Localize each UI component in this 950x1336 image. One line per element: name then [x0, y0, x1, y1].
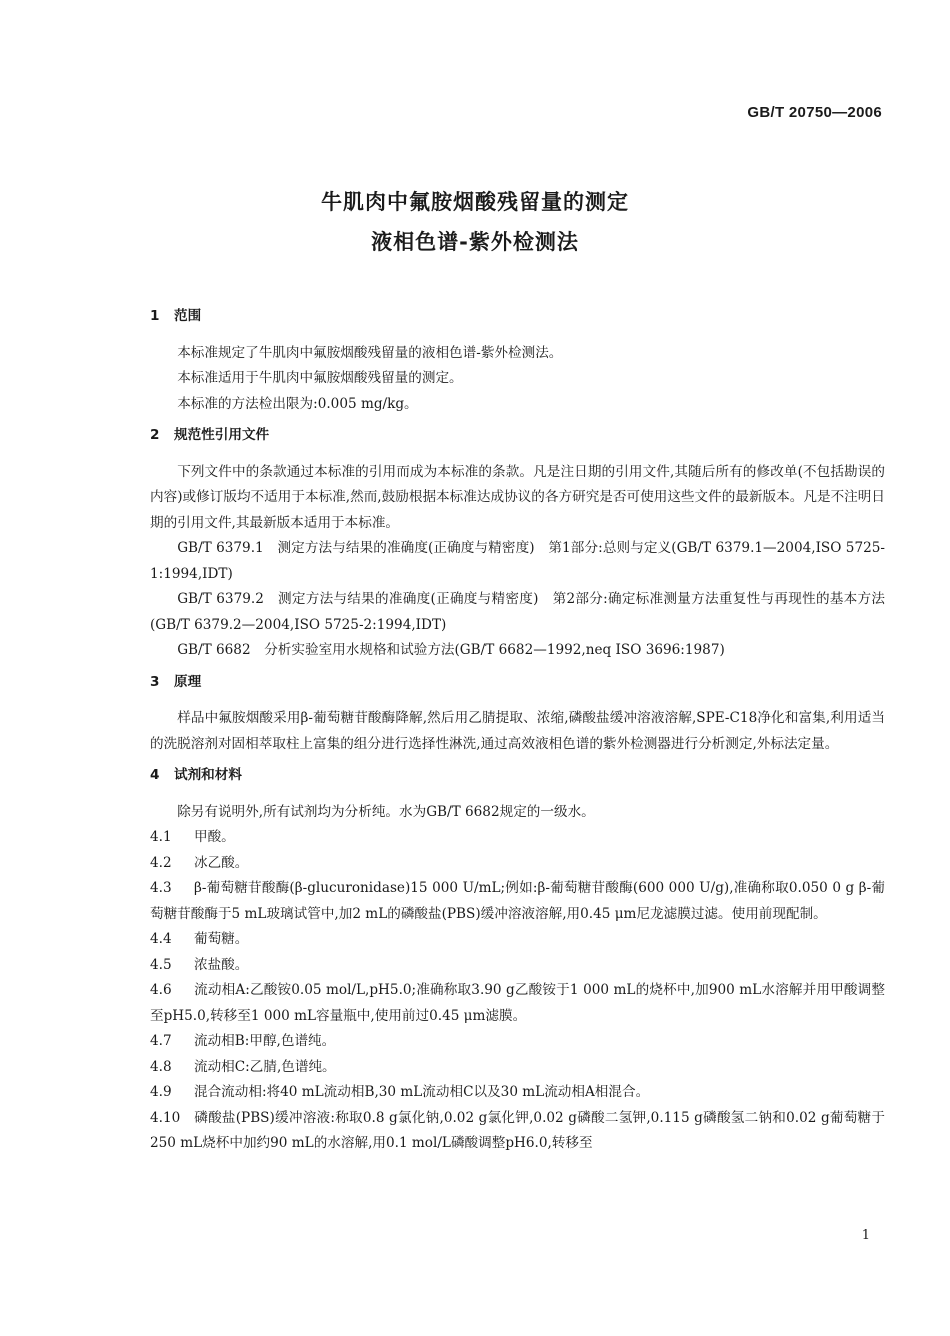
- item-text: 浓盐酸。: [194, 956, 249, 973]
- section-number: 4: [150, 767, 160, 783]
- section-number: 1: [150, 308, 160, 324]
- item-text: 磷酸盐(PBS)缓冲溶液:称取0.8 g氯化钠,0.02 g氯化钾,0.02 g磷酸二氢钾,0.115 g磷酸氢二钠和0.02 g葡萄糖于250 mL烧杯中加约90 mL的水溶解,用0.1 mol/L磷酸调整pH6.0,转移至: [150, 1109, 885, 1151]
- section-title: 原理: [174, 673, 202, 690]
- reference-entry: GB/T 6379.2 测定方法与结果的准确度(正确度与精密度) 第2部分:确定标准测量方法重复性与再现性的基本方法(GB/T 6379.2—2004,ISO 5725-2:1994,IDT): [150, 591, 885, 633]
- page-number: 1: [861, 1228, 870, 1243]
- item-number: 4.10: [150, 1109, 181, 1126]
- item-text: 葡萄糖。: [194, 931, 249, 947]
- item-text: 甲酸。: [194, 829, 235, 845]
- item-number: 4.4: [150, 931, 172, 947]
- item-text: 流动相B:甲醇,色谱纯。: [194, 1033, 336, 1049]
- paragraph: 本标准规定了牛肌肉中氟胺烟酸残留量的液相色谱-紫外检测法。: [177, 344, 563, 361]
- reagent-item: [150, 876, 885, 927]
- paragraph: 本标准的方法检出限为:0.005 mg/kg。: [177, 395, 418, 412]
- reagent-item: [150, 825, 885, 851]
- standard-code: GB/T 20750—2006: [747, 104, 882, 121]
- document-title-line1: 牛肌肉中氟胺烟酸残留量的测定: [321, 190, 629, 214]
- paragraph: 本标准适用于牛肌肉中氟胺烟酸残留量的测定。: [177, 370, 463, 386]
- reagent-item: [150, 851, 885, 877]
- reference-entry: GB/T 6379.1 测定方法与结果的准确度(正确度与精密度) 第1部分:总则与定义(GB/T 6379.1—2004,ISO 5725-1:1994,IDT): [150, 540, 885, 582]
- reagent-item: [150, 1106, 885, 1157]
- section-heading-principle: [150, 670, 885, 696]
- item-number: 4.1: [150, 829, 172, 845]
- reagent-item: [150, 1055, 885, 1081]
- item-text: 混合流动相:将40 mL流动相B,30 mL流动相C以及30 mL流动相A相混合。: [194, 1084, 650, 1100]
- item-text: 流动相A:乙酸铵0.05 mol/L,pH5.0;准确称取3.90 g乙酸铵于1 000 mL的烧杯中,加900 mL水溶解并用甲酸调整至pH5.0,转移至1 000 mL容量瓶中,使用前过0.45 μm滤膜。: [150, 982, 885, 1024]
- item-text: 冰乙酸。: [194, 854, 249, 871]
- section-title: 范围: [174, 308, 202, 324]
- item-number: 4.7: [150, 1033, 172, 1049]
- paragraph: 样品中氟胺烟酸采用β-葡萄糖苷酸酶降解,然后用乙腈提取、浓缩,磷酸盐缓冲溶液溶解,SPE-C18净化和富集,利用适当的洗脱溶剂对固相萃取柱上富集的组分进行选择性淋洗,通过高效液相色谱的紫外检测器进行分析测定,外标法定量。: [150, 710, 885, 752]
- reagent-item: [150, 1029, 885, 1055]
- section-heading-scope: [150, 304, 885, 330]
- reagent-item: [150, 1080, 885, 1106]
- item-number: 4.5: [150, 956, 172, 973]
- section-number: 2: [150, 427, 160, 443]
- item-number: 4.8: [150, 1058, 172, 1075]
- reagent-item: [150, 927, 885, 953]
- document-title-line2: 液相色谱-紫外检测法: [371, 230, 579, 254]
- section-number: 3: [150, 673, 160, 690]
- reagent-item: [150, 953, 885, 979]
- item-text: β-葡萄糖苷酸酶(β-glucuronidase)15 000 U/mL;例如:β-葡萄糖苷酸酶(600 000 U/g),准确称取0.050 0 g β-葡萄糖苷酸酶于5 mL玻璃试管中,加2 mL的磷酸盐(PBS)缓冲溶液溶解,用0.45 μm尼龙滤膜过滤。使用前现配制。: [150, 880, 885, 922]
- document-body: [150, 300, 885, 1157]
- section-heading-normative-references: [150, 423, 885, 449]
- item-number: 4.3: [150, 880, 172, 896]
- item-number: 4.2: [150, 854, 172, 871]
- section-title: 试剂和材料: [174, 767, 242, 783]
- section-title: 规范性引用文件: [174, 427, 270, 443]
- reference-entry: GB/T 6682 分析实验室用水规格和试验方法(GB/T 6682—1992,neq ISO 3696:1987): [177, 642, 725, 658]
- reagent-item: [150, 978, 885, 1029]
- item-number: 4.6: [150, 982, 172, 998]
- item-number: 4.9: [150, 1084, 172, 1100]
- paragraph: 除另有说明外,所有试剂均为分析纯。水为GB/T 6682规定的一级水。: [177, 803, 595, 820]
- paragraph: 下列文件中的条款通过本标准的引用而成为本标准的条款。凡是注日期的引用文件,其随后所有的修改单(不包括勘误的内容)或修订版均不适用于本标准,然而,鼓励根据本标准达成协议的各方研究是否可使用这些文件的最新版本。凡是不注明日期的引用文件,其最新版本适用于本标准。: [150, 463, 885, 531]
- item-text: 流动相C:乙腈,色谱纯。: [194, 1058, 336, 1075]
- section-heading-reagents: [150, 763, 885, 789]
